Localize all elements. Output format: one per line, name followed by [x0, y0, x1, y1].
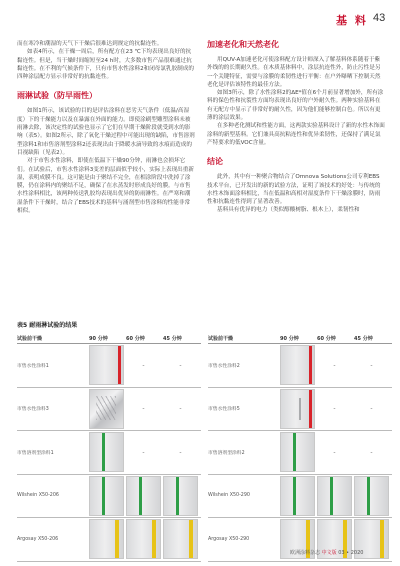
results-table-left: [17, 334, 201, 562]
table-header: [208, 334, 392, 344]
column-header: 90 分钟: [280, 336, 299, 342]
table-title: 表5 耐雨淋试验的结果: [17, 322, 78, 329]
section-heading-aging: 加速老化和天然老化: [207, 40, 279, 49]
row-label: Wilshein X50-206: [17, 493, 59, 499]
cell-90: [280, 475, 315, 518]
column-header: 45 分钟: [354, 336, 373, 342]
paragraph: 在多种老化测试和性能方面，这两款实验基料设计了新的水性木饰面涂料的新型基料。它们兼具高抗粘连性和优异柔韧性，还保持了满足氯产特要求的低VOC含量。: [207, 123, 385, 146]
cell-60: [317, 475, 352, 518]
paragraph: 而在寒冷和潮湿的天气下干燥后很难达到规定的抗黏连性。: [17, 41, 163, 47]
column-header: 试验前干燥: [208, 336, 234, 342]
cell-45: -: [370, 405, 373, 413]
test-panel-image: [126, 476, 161, 516]
table-row: [17, 518, 201, 562]
table-row: [17, 431, 201, 475]
paragraph: 用QUV-A加速老化可使涂料配方设计师深入了解基料体系随着于紫外线的的长期耐久性。在木质基体料中，涂层抗连性外，防止污性是另一个关键特征，需要与涂膜的柔韧性进行平衡：在户外曝晒下控制天然老化是评估该特性的最佳方法。: [207, 57, 381, 88]
row-label: 市售溶剂型涂料1: [17, 450, 54, 456]
column-header: 45 分钟: [163, 336, 182, 342]
test-panel-image: [280, 476, 315, 516]
test-panel-image: [89, 389, 124, 429]
paragraph: 如图3所示，除了水性涂料2的ΔE*值在6个月前显著增加外，所有涂料的保色性和抗裂性方面均表现出良好的户外耐久性。两种实验基料在有无配方中显示了非常好的耐久性，因为他们能够控制白色。所以有更薄的涂层效果。: [207, 90, 384, 122]
column-header: 90 分钟: [89, 336, 108, 342]
paragraph: 基料具有优异的电力（类似醇酸树脂、根木上），柔韧性和: [217, 207, 360, 214]
test-panel-image: [354, 476, 389, 516]
row-label: Argosay X50-206: [17, 536, 59, 542]
cell-60: -: [333, 405, 336, 413]
table-row: [17, 475, 201, 519]
cell-45: -: [179, 361, 182, 369]
cell-90: [89, 388, 124, 431]
cell-90: [89, 431, 124, 474]
test-panel-image: [280, 345, 315, 385]
edition-label: 中文版: [321, 550, 337, 556]
row-label: 市售水性涂料2: [208, 363, 240, 369]
page-number: 43: [373, 12, 386, 24]
test-panel-image: [126, 519, 161, 559]
section-title: 基 料: [336, 14, 368, 27]
table-row: [208, 388, 392, 432]
cell-45: -: [370, 361, 373, 369]
paragraph: 如表4所示，在干燥一周后，所有配方在23 ℃下均表现出良好的抗黏连性。但是，当干燥时间缩短至24 h时，大多数市售产品很难通过抗黏连性。在不利的气候条件下，只有市售水性涂料2和闭母氯乳胶制成的四种涂层配方显示非常好的抗黏连性。: [17, 49, 194, 81]
cell-90: [89, 518, 124, 561]
column-header: 60 分钟: [126, 336, 145, 342]
test-panel-image: [163, 476, 198, 516]
test-panel-image: [317, 476, 352, 516]
table-header: [17, 334, 201, 344]
paragraph: 此外，其中有一种聚合物结合了Omnova Solutions公司专利EBS技术平台，已开发出的新的试验方法，证明了该技术的好处：与传统的水性木饰面涂料相比，当在低温和高相对湿度条件下干燥涂膜时，防雨性和抗黏连性得到了显著改善。: [207, 174, 381, 206]
row-label: 市售水性涂料5: [208, 407, 240, 413]
cell-60: [126, 475, 161, 518]
row-label: 市售水性涂料3: [17, 407, 49, 413]
right-column: [207, 40, 385, 215]
test-panel-image: [89, 519, 124, 559]
cell-45: -: [179, 405, 182, 413]
results-table-right: [208, 334, 392, 562]
cell-60: -: [142, 361, 145, 369]
test-panel-image: [280, 389, 315, 429]
cell-60: -: [333, 448, 336, 456]
footer: [290, 549, 363, 556]
table-row: [17, 344, 201, 388]
cell-90: [280, 344, 315, 387]
test-panel-image: [89, 432, 124, 472]
cell-60: -: [333, 361, 336, 369]
cell-60: -: [142, 448, 145, 456]
cell-90: [280, 431, 315, 474]
cell-60: [126, 518, 161, 561]
cell-45: -: [370, 448, 373, 456]
row-label: Argosay X50-290: [208, 536, 250, 542]
cell-45: [163, 475, 198, 518]
cell-90: [89, 475, 124, 518]
cell-60: -: [142, 405, 145, 413]
cell-90: [280, 388, 315, 431]
paragraph: 对于市售水性涂料，即使在低温下干燥90分钟，雨淋也会损坏它们。在试验后，市售水性涂料3变差的层面似乎较小，实际上表现出重新湿，表明成膜不良。这可能是由于聚结不完全，在相涂阶段中洗掉了涂膜，仍在涂料内的聚结不足，确保了在水蒸发时形成良好的膜。与市售水性涂料相比，该两种传送乳胶均表现出优异的防雨淋性。在严寒和潮湿条件下干燥时，结合了EBS技术的基料与涌剂型市售涂料的性能非常相似。: [17, 158, 194, 215]
table-row: [208, 431, 392, 475]
row-label: Wilshein X50-290: [208, 493, 250, 499]
issue-label: 03 • 2020: [338, 550, 364, 556]
cell-45: [163, 518, 198, 561]
paragraph: 如图1所示，该试验的目的是评估涂料在恶劣天气条件（低温/高湿度）下的干燥能力以及在暴露在外面的能力。即使涂刷型雕塑涂料未被雨淋去除，该决定性的试验也显示了它们在早期干燥阶段就受到水的影响（表5）。如图2所示，除了氧化干燥过程中可能出现的缺陷，市售溶剂型涂料1和市售溶剂型涂料2还表现出由于降暖水滴导致的水痕而造成的目视缺陷（见表2）。: [17, 108, 195, 156]
column-header: 60 分钟: [317, 336, 336, 342]
row-label: 市售溶剂型涂料2: [208, 450, 245, 456]
cell-90: [89, 344, 124, 387]
test-panel-image: [163, 519, 198, 559]
cell-45: -: [179, 448, 182, 456]
test-panel-image: [89, 345, 124, 385]
table-row: [208, 475, 392, 519]
row-label: 市售水性涂料1: [17, 363, 49, 369]
column-header: 试验前干燥: [17, 336, 43, 342]
left-column: [17, 40, 195, 215]
cell-45: [354, 475, 389, 518]
section-heading-conclusion: 结论: [207, 157, 223, 167]
test-panel-image: [280, 432, 315, 472]
section-heading-rain-test: 雨淋试验（防早雨性）: [17, 91, 97, 101]
test-panel-image: [89, 476, 124, 516]
journal-name: 欧洲涂料杂志: [290, 550, 321, 556]
table-row: [208, 344, 392, 388]
table-row: [17, 388, 201, 432]
